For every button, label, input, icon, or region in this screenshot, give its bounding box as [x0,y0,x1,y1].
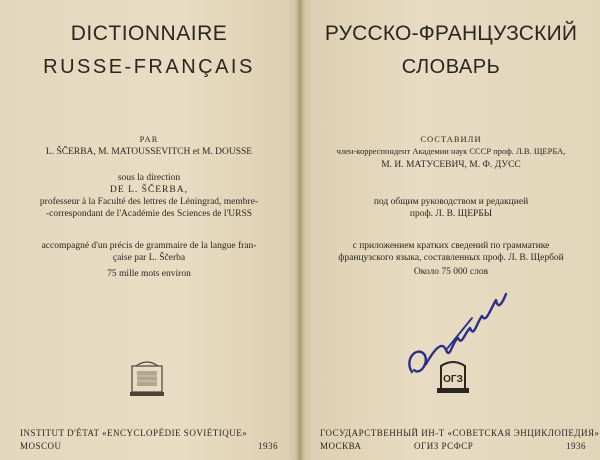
right-authors-line2: М. И. МАТУСЕВИЧ, М. Ф. ДУСС [381,160,521,170]
right-city: МОСКВА [320,441,362,451]
right-title-page [302,0,600,460]
left-authors: L. ŠČERBA, M. MATOUSSEVITCH et M. DOUSSE [45,147,253,157]
left-direction-line4: -correspondant de l'Académie des Sciences de l'URSS [45,209,253,219]
publisher-emblem-icon [128,358,166,398]
right-title-line2: СЛОВАРЬ [401,56,501,78]
right-authors-line1: член-корреспондент Академии наук СССР проф. Л.В. ЩЕРБА, [336,146,566,156]
right-title-line1: РУССКО-ФРАНЦУЗСКИЙ [324,22,578,45]
right-grammar-line2: французского языка, составленных проф. Л. В. Щербой [338,253,564,263]
left-direction-line2: DE L. ŠČERBA, [110,185,188,195]
left-city: MOSCOU [20,441,62,451]
right-direction-line1: под общим руководством и редакцией [373,197,529,207]
right-word-count: Около 75 000 слов [413,267,489,277]
right-compiled-label: СОСТАВИЛИ [420,134,482,144]
left-publisher: INSTITUT D'ÉTAT «ENCYCLOPÉDIE SOVIÉTIQUE» [20,428,248,438]
right-grammar-line1: с приложением кратких сведений по грамматике [352,241,550,251]
ogiz-emblem-icon [435,356,471,396]
left-word-count: 75 mille mots environ [107,269,191,279]
left-direction-line3: professeur à la Faculté des lettres de Léningrad, membre- [39,197,259,207]
right-publisher-line2: ОГИЗ РСФСР [414,441,474,451]
left-title-line1: DICTIONNAIRE [70,22,228,45]
left-by-label: PAR [139,134,159,144]
left-year: 1936 [258,441,278,451]
left-grammar-line2: çaise par L. Ščerba [112,253,186,263]
right-year: 1936 [566,441,586,451]
left-direction-line1: sous la direction [117,173,181,183]
left-title-line2: RUSSE-FRANÇAIS [43,56,255,78]
left-title-page [0,0,298,460]
right-publisher-line1: ГОСУДАРСТВЕННЫЙ ИН-Т «СОВЕТСКАЯ ЭНЦИКЛОПЕДИЯ» [320,428,600,438]
right-direction-line2: проф. Л. В. ЩЕРБЫ [409,209,493,219]
svg-text:ОГЗ: ОГЗ [443,374,463,385]
left-grammar-line1: accompagné d'un précis de grammaire de la langue fran- [41,241,257,251]
